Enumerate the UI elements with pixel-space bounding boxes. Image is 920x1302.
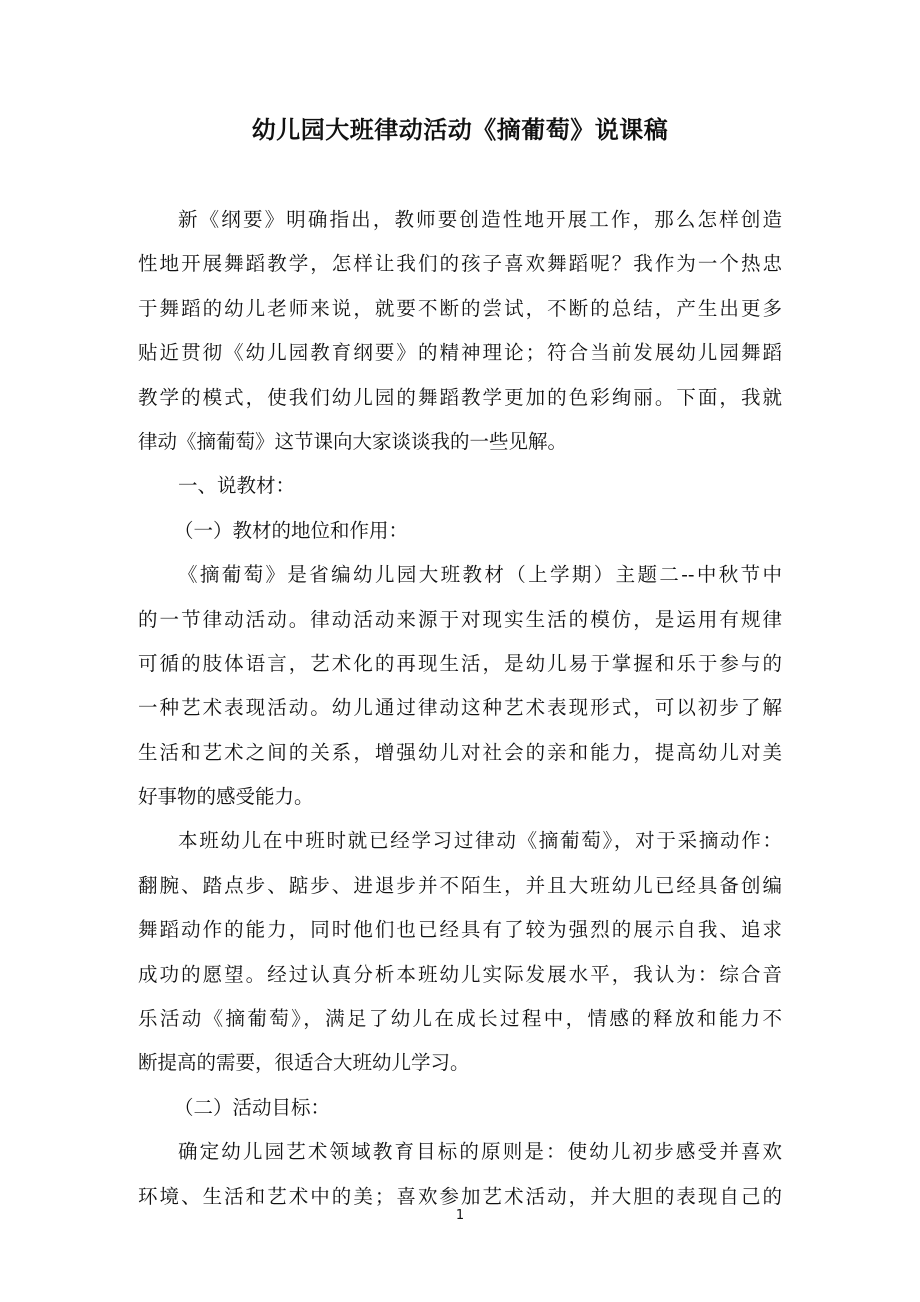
subsection-heading: （一）教材的地位和作用： xyxy=(174,518,409,542)
paragraph-line: 好事物的感受能力。 xyxy=(138,785,314,809)
paragraph-line: 断提高的需要，很适合大班幼儿学习。 xyxy=(138,1051,470,1075)
paragraph-line: 本班幼儿在中班时就已经学习过律动《摘葡萄》，对于采摘动作： xyxy=(178,829,782,853)
page-number: 1 xyxy=(455,1208,465,1223)
document-body xyxy=(138,198,782,1219)
paragraph-line: 贴近贯彻《幼儿园教育纲要》的精神理论；符合当前发展幼儿园舞蹈 xyxy=(138,341,782,365)
paragraph-line: 乐活动《摘葡萄》，满足了幼儿在成长过程中，情感的释放和能力不 xyxy=(138,1007,782,1031)
paragraph-line: 生活和艺术之间的关系，增强幼儿对社会的亲和能力，提高幼儿对美 xyxy=(138,740,782,764)
paragraph-line: 可循的肢体语言，艺术化的再现生活，是幼儿易于掌握和乐于参与的 xyxy=(138,651,782,675)
paragraph-line: 性地开展舞蹈教学，怎样让我们的孩子喜欢舞蹈呢？我作为一个热忠 xyxy=(138,252,782,276)
paragraph-line: 教学的模式，使我们幼儿园的舞蹈教学更加的色彩绚丽。下面，我就 xyxy=(138,385,782,409)
paragraph-line: 环境、生活和艺术中的美；喜欢参加艺术活动，并大胆的表现自己的 xyxy=(138,1184,782,1208)
paragraph-line: 确定幼儿园艺术领域教育目标的原则是：使幼儿初步感受并喜欢 xyxy=(178,1140,782,1164)
document-title: 幼儿园大班律动活动《摘葡萄》说课稿 xyxy=(251,116,669,144)
paragraph-line: 《摘葡萄》是省编幼儿园大班教材（上学期）主题二--中秋节中 xyxy=(178,563,782,587)
paragraph-line: 翻腕、踏点步、踮步、进退步并不陌生，并且大班幼儿已经具备创编 xyxy=(138,873,782,897)
paragraph-line: 的一节律动活动。律动活动来源于对现实生活的模仿，是运用有规律 xyxy=(138,607,782,631)
paragraph-line: 舞蹈动作的能力，同时他们也已经具有了较为强烈的展示自我、追求 xyxy=(138,918,782,942)
paragraph-line: 新《纲要》明确指出，教师要创造性地开展工作，那么怎样创造 xyxy=(178,208,782,231)
paragraph-line: 于舞蹈的幼儿老师来说，就要不断的尝试，不断的总结，产生出更多 xyxy=(138,296,782,320)
subsection-heading: （二）活动目标： xyxy=(174,1095,331,1119)
paragraph-line: 律动《摘葡萄》这节课向大家谈谈我的一些见解。 xyxy=(138,429,568,453)
paragraph-line: 一种艺术表现活动。幼儿通过律动这种艺术表现形式，可以初步了解 xyxy=(138,696,782,720)
paragraph-line: 成功的愿望。经过认真分析本班幼儿实际发展水平，我认为：综合音 xyxy=(138,962,782,986)
section-heading: 一、说教材： xyxy=(178,474,296,498)
